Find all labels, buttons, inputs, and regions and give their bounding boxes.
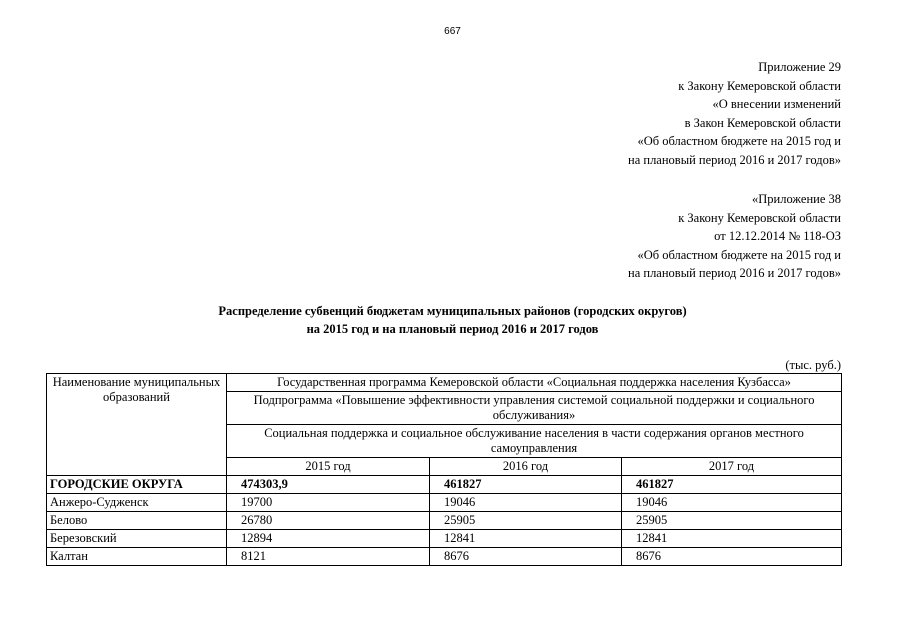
value-2017: 461827 (622, 476, 842, 494)
subsidy-table (46, 373, 842, 566)
program-header: Государственная программа Кемеровской области «Социальная поддержка населения Кузбасса» (227, 374, 842, 392)
value-2017: 19046 (622, 494, 842, 512)
appendix-line: от 12.12.2014 № 118-ОЗ (714, 229, 841, 243)
table-row (47, 494, 842, 512)
table-row (47, 476, 842, 494)
year-header: 2015 год (227, 458, 430, 476)
appendix-line: к Закону Кемеровской области (678, 210, 841, 225)
document-title-line: на 2015 год и на плановый период 2016 и 2017 годов (306, 322, 599, 336)
appendix-38-header (628, 190, 841, 283)
appendix-line: «О внесении изменений (712, 97, 841, 111)
appendix-line: «Об областном бюджете на 2015 год и (637, 247, 841, 262)
activity-header: Социальная поддержка и социальное обслуживание населения в части содержания органов местного самоуправления (227, 425, 842, 458)
appendix-29-header (628, 58, 841, 169)
value-2016: 461827 (430, 476, 622, 494)
document-title-line: Распределение субвенций бюджетам муниципальных районов (городских округов) (218, 304, 687, 318)
value-2015: 474303,9 (227, 476, 430, 494)
value-2015: 26780 (227, 512, 430, 530)
name-column-header: Наименование муниципальных образований (47, 374, 227, 476)
appendix-line: Приложение 29 (758, 60, 841, 74)
value-2016: 8676 (430, 548, 622, 566)
appendix-line: на плановый период 2016 и 2017 годов» (628, 152, 841, 167)
municipality-name: Анжеро-Судженск (47, 494, 227, 512)
appendix-line: «Об областном бюджете на 2015 год и (637, 134, 841, 148)
appendix-line: к Закону Кемеровской области (678, 78, 841, 93)
value-2016: 25905 (430, 512, 622, 530)
page-number: 667 (444, 26, 461, 37)
appendix-line: на плановый период 2016 и 2017 годов» (628, 266, 841, 280)
municipality-name: Березовский (47, 530, 227, 548)
value-2016: 19046 (430, 494, 622, 512)
appendix-line: в Закон Кемеровской области (684, 115, 841, 130)
units-label: (тыс. руб.) (785, 358, 841, 372)
year-header: 2017 год (622, 458, 842, 476)
subprogram-header: Подпрограмма «Повышение эффективности управления системой социальной поддержки и социального обслуживания» (227, 392, 842, 425)
table-row (47, 548, 842, 566)
table-row (47, 512, 842, 530)
appendix-line: «Приложение 38 (752, 192, 841, 206)
table-row (47, 530, 842, 548)
municipality-name: Калтан (47, 548, 227, 566)
municipality-name: Белово (47, 512, 227, 530)
municipality-name: ГОРОДСКИЕ ОКРУГА (47, 476, 227, 494)
year-header: 2016 год (430, 458, 622, 476)
value-2015: 8121 (227, 548, 430, 566)
value-2016: 12841 (430, 530, 622, 548)
value-2017: 8676 (622, 548, 842, 566)
value-2017: 25905 (622, 512, 842, 530)
value-2015: 19700 (227, 494, 430, 512)
value-2017: 12841 (622, 530, 842, 548)
table-header-row (47, 374, 842, 392)
value-2015: 12894 (227, 530, 430, 548)
document-title (0, 302, 905, 338)
